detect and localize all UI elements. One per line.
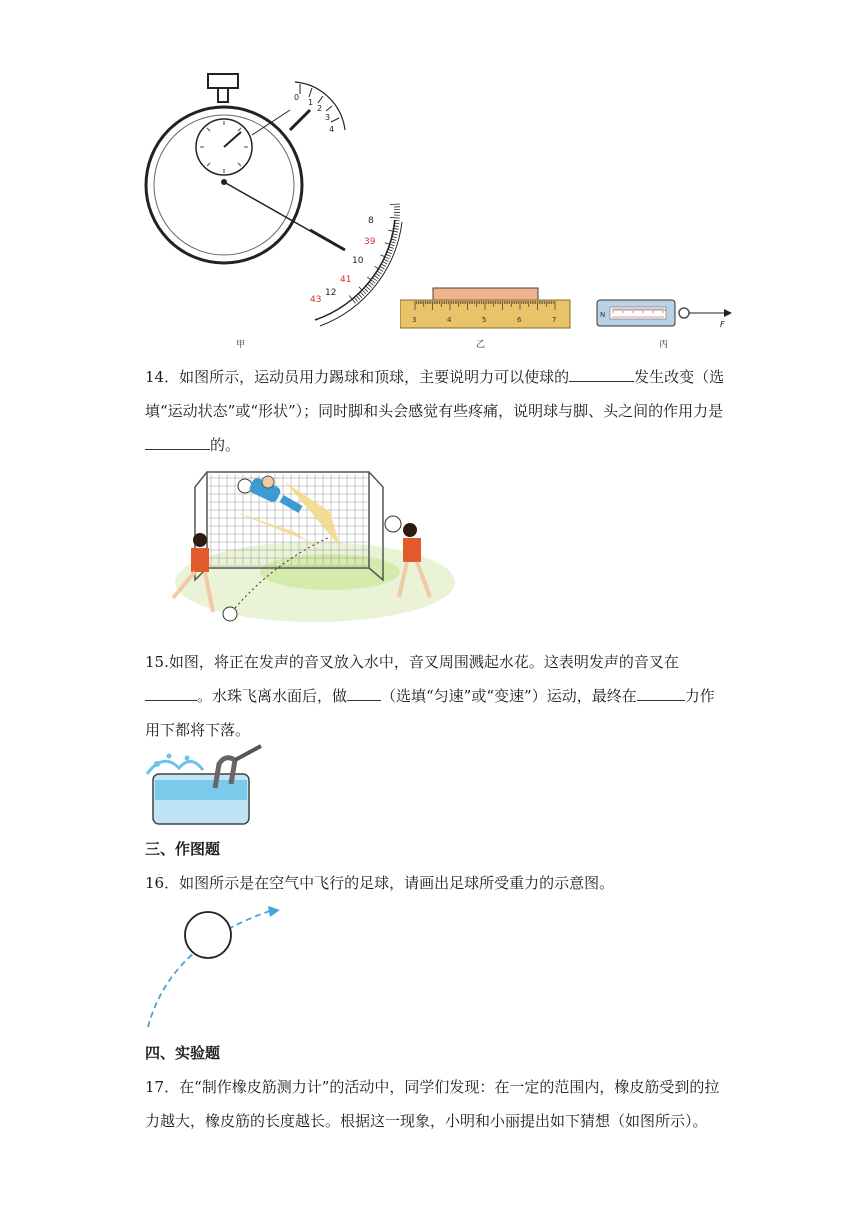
spring-scale-figure [596, 296, 736, 334]
question-text: 在“制作橡皮筋测力计”的活动中，同学们发现：在一定的范围内，橡皮筋受到的拉力越大，橡皮筋的长度越长。根据这一现象，小明和小丽提出如下猜想（如图所示）。 [145, 1078, 720, 1130]
ruler-tick-label: 3 [412, 316, 417, 324]
section-title: 三、作图题 [145, 840, 221, 858]
question-number: 16． [145, 874, 180, 892]
force-label: F [720, 320, 725, 329]
answer-blank[interactable] [145, 431, 210, 450]
section-title: 四、实验题 [145, 1044, 221, 1062]
question-16 [145, 866, 725, 900]
figure-label-yi: 乙 [476, 340, 486, 350]
figure-label-jia: 甲 [236, 340, 246, 350]
ruler-figure [400, 286, 572, 331]
small-dial-tick: 3 [325, 113, 331, 122]
question-text: 发生改变（选填“运动状态”或“形状”）；同时脚和头会感觉有些疼痛，说明球与脚、头之间的作用力是 [145, 368, 725, 420]
soccer-illustration [155, 462, 455, 632]
big-dial-tick: 12 [325, 288, 337, 298]
small-dial-tick: 1 [308, 98, 314, 107]
football [185, 912, 231, 958]
answer-blank[interactable] [637, 682, 685, 701]
ruler-tick-label: 4 [447, 316, 452, 324]
big-dial-tick-red: 43 [310, 295, 322, 305]
small-dial-tick: 2 [317, 104, 323, 113]
figure-label-bing: 丙 [659, 340, 669, 350]
question-text: （选填“匀速”或“变速”）运动，最终在 [381, 687, 637, 705]
big-dial-tick-red: 39 [364, 237, 376, 247]
big-dial-tick: 10 [352, 256, 364, 266]
ruler-tick-label: 5 [482, 316, 487, 324]
big-dial-tick-red: 41 [340, 275, 352, 285]
answer-blank[interactable] [347, 682, 381, 701]
ruler-tick-label: 7 [552, 316, 557, 324]
question-text: 。水珠飞离水面后，做 [197, 687, 348, 705]
answer-blank[interactable] [145, 682, 197, 701]
question-number: 15. [145, 653, 169, 671]
question-text: 如图所示是在空气中飞行的足球，请画出足球所受重力的示意图。 [179, 874, 615, 892]
question-text: 如图所示，运动员用力踢球和顶球，主要说明力可以使球的 [179, 368, 570, 386]
question-15 [145, 645, 725, 747]
football-trajectory [140, 905, 290, 1030]
answer-blank[interactable] [569, 363, 634, 382]
question-text: 力作用下都将下落。 [145, 687, 715, 739]
ruler-tick-label: 6 [517, 316, 522, 324]
small-dial-tick: 0 [294, 93, 300, 102]
stopwatch-figure [140, 70, 420, 330]
question-number: 17． [145, 1078, 180, 1096]
tuning-fork-in-water [143, 744, 265, 828]
question-number: 14． [145, 368, 180, 386]
small-dial-tick: 4 [329, 125, 335, 134]
question-17 [145, 1070, 725, 1138]
big-dial-tick: 8 [368, 216, 374, 226]
question-14 [145, 360, 725, 462]
question-text: 如图，将正在发声的音叉放入水中，音叉周围溅起水花。这表明发声的音叉在 [168, 653, 679, 671]
question-text: 的。 [210, 436, 241, 454]
svg-text:N: N [600, 311, 606, 319]
